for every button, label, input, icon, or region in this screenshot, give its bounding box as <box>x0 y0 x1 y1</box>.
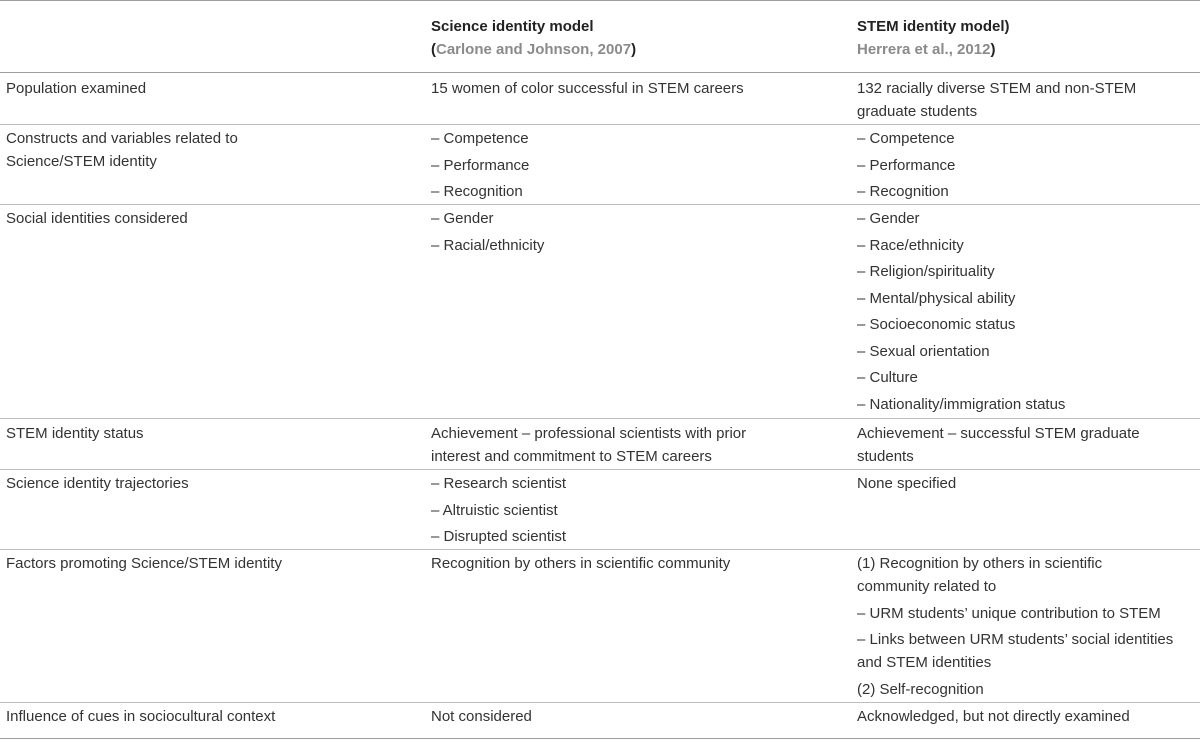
row-divider <box>0 469 1200 470</box>
stem-model-cell: 132 racially diverse STEM and non-STEM graduate students <box>857 80 1137 120</box>
science-model-cell: – Gender – Racial/ethnicity <box>431 210 545 254</box>
citation-herrera: Herrera et al., 2012 <box>857 41 991 58</box>
science-model-cell: – Research scientist – Altruistic scientist – Disrupted scientist <box>431 475 567 545</box>
stem-model-cell: None specified <box>857 475 957 492</box>
science-model-cell: 15 women of color successful in STEM careers <box>431 80 744 97</box>
header-col2-citation: (Carlone and Johnson, 2007) <box>431 41 637 58</box>
table-bottom-rule <box>0 738 1200 739</box>
science-model-cell: Achievement – professional scientists with prior interest and commitment to STEM careers <box>431 425 747 465</box>
row-divider <box>0 549 1200 550</box>
row-label: Science identity trajectories <box>6 475 189 492</box>
row-divider <box>0 702 1200 703</box>
row-divider <box>0 418 1200 419</box>
science-model-cell: Recognition by others in scientific community <box>431 555 731 572</box>
header-col2-title: Science identity model <box>431 18 594 35</box>
row-label: Population examined <box>6 80 147 97</box>
header-stem-identity-model <box>857 15 1197 61</box>
row-label: Social identities considered <box>6 210 188 227</box>
header-col3-citation: Herrera et al., 2012) <box>857 41 996 58</box>
stem-model-cell: – Competence – Performance – Recognition <box>857 130 956 200</box>
citation-carlone-johnson: Carlone and Johnson, 2007 <box>436 41 632 58</box>
row-divider <box>0 204 1200 205</box>
row-label: Factors promoting Science/STEM identity <box>6 555 282 572</box>
row-label: STEM identity status <box>6 425 144 442</box>
science-model-cell: Not considered <box>431 708 532 725</box>
stem-model-cell: Achievement – successful STEM graduate students <box>857 425 1140 465</box>
stem-model-cell: Acknowledged, but not directly examined <box>857 708 1130 725</box>
stem-model-cell: (1) Recognition by others in scientific community related to – URM students’ unique contribution to STEM – Links between URM students’ social identities and STEM identities (2) Self-recognition <box>857 555 1174 698</box>
header-science-identity-model <box>431 15 831 61</box>
science-model-cell: – Competence – Performance – Recognition <box>431 130 530 200</box>
header-col3-title: STEM identity model) <box>857 18 1010 35</box>
header-rule <box>0 72 1200 73</box>
table-top-rule <box>0 0 1200 1</box>
stem-model-cell: – Gender – Race/ethnicity – Religion/spirituality – Mental/physical ability – Socioeconomic status – Sexual orientation – Culture – Nationality/immigration status <box>857 210 1066 413</box>
row-divider <box>0 124 1200 125</box>
row-label: Constructs and variables related to Science/STEM identity <box>6 130 238 170</box>
row-label: Influence of cues in sociocultural context <box>6 708 276 725</box>
